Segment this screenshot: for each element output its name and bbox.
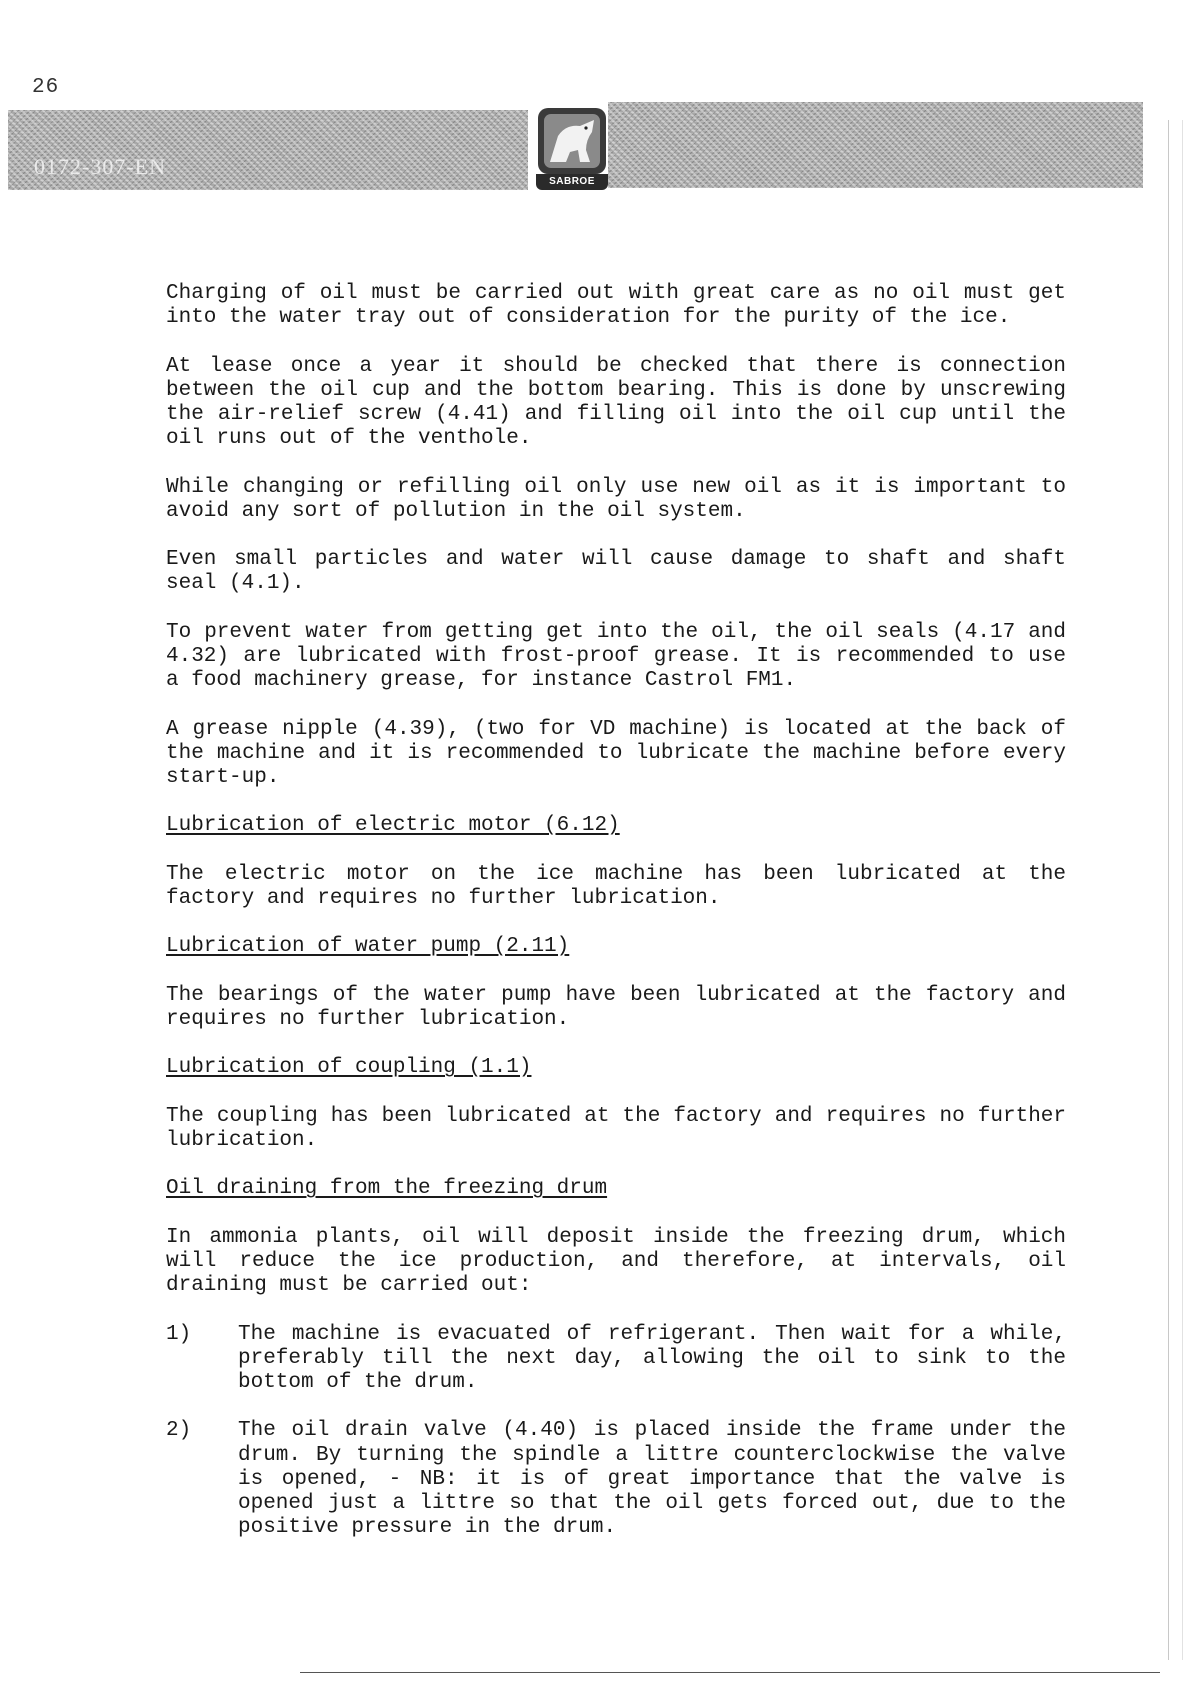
heading-electric-motor: Lubrication of electric motor (6.12)	[166, 814, 620, 838]
page-edge-line	[1168, 120, 1169, 1660]
paragraph-coupling: The coupling has been lubricated at the factory and requires no further lubrication.	[166, 1104, 1066, 1152]
list-item	[166, 1323, 1066, 1396]
paragraph-new-oil: While changing or refilling oil only use new oil as it is important to avoid any sort of pollution in the oil system.	[166, 475, 1066, 523]
step-text: The machine is evacuated of refrigerant. Then wait for a while, preferably till the next day, allowing the oil to sink to the bottom of the drum.	[238, 1322, 1066, 1394]
heading-coupling: Lubrication of coupling (1.1)	[166, 1056, 532, 1080]
footer-rule	[300, 1672, 1160, 1673]
paragraph-oil-charging: Charging of oil must be carried out with great care as no oil must get into the water tray out of consideration for the purity of the ice.	[166, 282, 1066, 330]
page-number: 26	[32, 76, 60, 99]
sabroe-logo	[536, 106, 608, 190]
paragraph-water-pump: The bearings of the water pump have been lubricated at the factory and requires no further lubrication.	[166, 983, 1066, 1031]
oil-draining-steps	[166, 1323, 1066, 1541]
logo-wordmark: SABROE	[536, 174, 608, 190]
heading-oil-draining: Oil draining from the freezing drum	[166, 1177, 608, 1201]
heading-water-pump: Lubrication of water pump (2.11)	[166, 935, 570, 959]
paragraph-oil-seals: To prevent water from getting get into the oil, the oil seals (4.17 and 4.32) are lubricated with frost-proof grease. It is recommended to use a food machinery grease, for instance Castrol FM1.	[166, 620, 1066, 693]
step-number: 2)	[166, 1419, 192, 1443]
step-number: 1)	[166, 1322, 192, 1346]
polar-bear-icon	[536, 106, 608, 176]
document-code: 0172-307-EN	[34, 154, 166, 179]
paragraph-electric-motor: The electric motor on the ice machine has been lubricated at the factory and requires no further lubrication.	[166, 862, 1066, 910]
paragraph-annual-check: At lease once a year it should be checked that there is connection between the oil cup and the bottom bearing. This is done by unscrewing the air-relief screw (4.41) and filling oil into the oil cup until the oil runs out of the venthole.	[166, 354, 1066, 451]
step-text: The oil drain valve (4.40) is placed inside the frame under the drum. By turning the spindle a littre counterclockwise the valve is opened, - NB: it is of great importance that the valve is opened just a littre so that the oil gets forced out, due to the positive pressure in the drum.	[238, 1419, 1066, 1540]
paragraph-grease-nipple: A grease nipple (4.39), (two for VD machine) is located at the back of the machine and it is recommended to lubricate the machine before every start-up.	[166, 717, 1066, 789]
list-item	[166, 1419, 1066, 1540]
header-band-left	[8, 110, 528, 190]
page-edge-line	[1182, 120, 1183, 1660]
page-content	[166, 282, 1066, 1565]
header-band-right	[608, 102, 1143, 188]
paragraph-oil-draining: In ammonia plants, oil will deposit inside the freezing drum, which will reduce the ice production, and therefore, at intervals, oil draining must be carried out:	[166, 1225, 1066, 1298]
paragraph-particles: Even small particles and water will cause damage to shaft and shaft seal (4.1).	[166, 548, 1066, 596]
header-banner	[8, 102, 1143, 198]
